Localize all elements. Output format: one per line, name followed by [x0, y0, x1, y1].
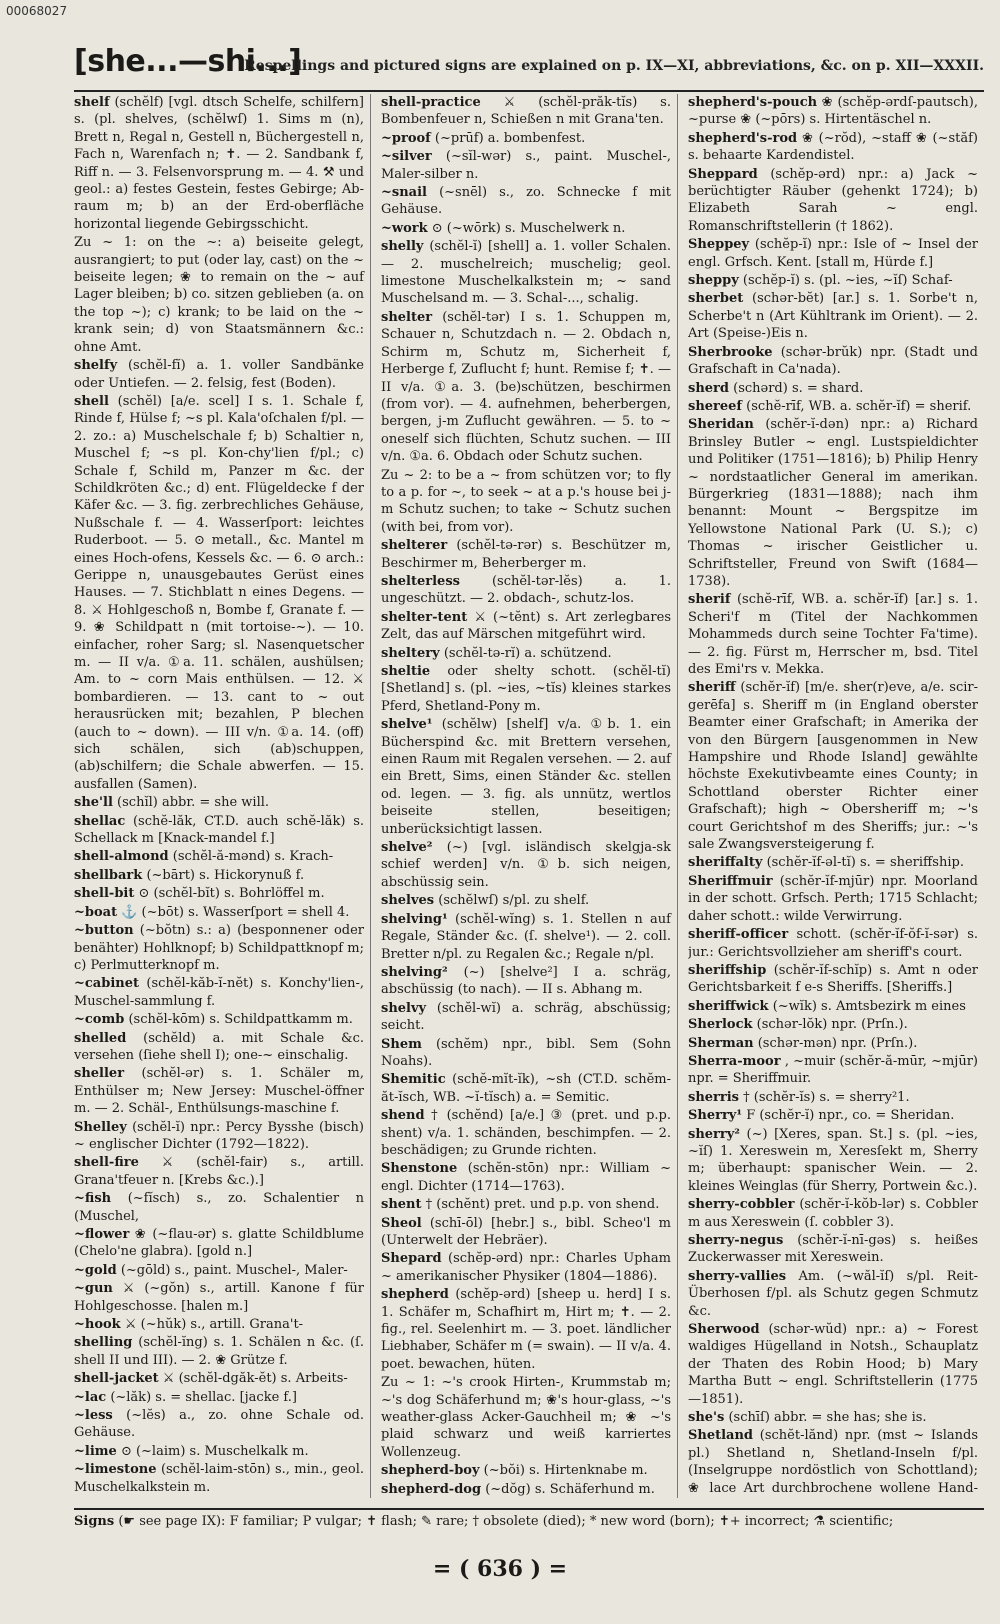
entry-headword: shelvy — [381, 1000, 427, 1016]
entry-body: ⚔ (schĕl-fair) s., artill. Grana'tfeuer n. [Krebs &c.).] — [74, 1155, 364, 1188]
entry-headword: sherris — [688, 1089, 739, 1105]
dictionary-entry — [381, 1215, 671, 1250]
entry-body: (schīſ) abbr. = she has; she is. — [728, 1410, 927, 1426]
entry-body: (~) [Xeres, span. St.] s. (pl. ~ies, ~ĭſ) 1. Xereswein m, Xeresſekt m, Sherry m; überhaupt: spanischer Wein. — 2. kleines Weinglas (für Sherry, Portwein &c.). — [688, 1126, 978, 1194]
dictionary-entry — [381, 467, 671, 537]
entry-body: (schĕl-ă-mənd) s. Krach- — [172, 849, 334, 865]
entry-headword: sheppy — [688, 273, 739, 289]
entry-body: (~lăk) s. = shellac. [jacke f.] — [110, 1389, 297, 1405]
entry-body: (schĕlw) [shelf] v/a. ①b. 1. ein Bücherspind &c. mit Brettern versehen, einen Raum mit Regalen versehen. — 2. auf ein Brett, Sims, einen Ständer &c. stellen od. legen. — 3. fig. als unnütz, wertlos beiseite stellen, beseitigen; unberücksichtigt lassen. — [381, 717, 671, 837]
entry-body: (schĕl-tər) I s. 1. Schuppen m, Schauer n, Schutzdach n. — 2. Obdach n, Schirm m, Schutz m, Sicherheit f, Herberge f, Zuflucht f; hunt. Remise f; ✝. — II v/a. ①a. 3. (be)schützen, beschirmen (from vor). — 4. aufnehmen, beherbergen, bergen, j-m Zuflucht gewähren. — 5. to ~ oneself sich flüchten, Schutz suchen. — III v/n. ①a. 6. Obdach oder Schutz suchen. — [381, 309, 671, 465]
entry-body: Zu ~ 1: on the ~: a) beiseite gelegt, ausrangiert; to put (oder lay, cast) on the ~ beiseite legen; ❀ to remain on the ~ auf Lager bleiben; b) co. sitzen geblieben (a. on the top ~); c) krank; to be laid on the ~ krank sein; d) von Staatsmännern &c.: ohne Amt. — [74, 235, 364, 355]
entry-body: ⚔ (schĕl-dgăk-ĕt) s. Arbeits- — [162, 1371, 348, 1387]
dictionary-entry — [381, 663, 671, 715]
entry-body: (schĕl-ĭ) npr.: Percy Bysshe (bisch) ~ englischer Dichter (1792—1822). — [74, 1119, 364, 1152]
dictionary-entry — [381, 130, 671, 147]
entry-body: (schĕl-ĭng) s. 1. Schälen n &c. (ſ. shell II und III). — 2. ❀ Grütze f. — [74, 1335, 364, 1368]
entry-headword: ~flower — [74, 1227, 130, 1242]
entry-headword: shent — [381, 1197, 422, 1213]
entry-headword: Sheriffmuir — [688, 873, 773, 889]
dictionary-entry — [688, 1107, 978, 1124]
dictionary-entry — [74, 1226, 364, 1261]
entry-headword: shell-jacket — [74, 1371, 159, 1387]
entry-headword: Sherwood — [688, 1322, 760, 1338]
entry-headword: shereef — [688, 398, 743, 414]
entry-body: ⚓ (~bōt) s. Wasserſport = shell 4. — [121, 904, 350, 920]
dictionary-entry — [688, 1035, 978, 1052]
entry-body: (schĕ-lăk, CT.D. auch schĕ-lăk) s. Schellack m [Knack-mandel f.] — [74, 813, 364, 847]
dictionary-entry — [381, 184, 671, 219]
header-note: Respellings and pictured signs are explained on p. IX—XI, abbreviations, &c. on p. XII—XXXII. — [244, 58, 984, 74]
entry-headword: sheriffwick — [688, 998, 769, 1014]
entry-body: (schĕt-lănd) npr. (mst ~ Islands pl.) Shetland n, Shetland-Inseln f/pl. (Inselgruppe nordöstlich von Schottland); ❀ lace Art durchbrochene wollene Hand- — [688, 1428, 978, 1496]
dictionary-entry — [688, 962, 978, 997]
entry-body: (schĕl-fĭ) a. 1. voller Sandbänke oder Untiefen. — 2. felsig, fest (Boden). — [74, 358, 364, 391]
entry-body: (schĕl-tə-rĭ) a. schützend. — [443, 645, 612, 661]
dictionary-entry — [74, 1119, 364, 1154]
entry-headword: sheller — [74, 1066, 125, 1082]
header-key: [she...—shi...] — [74, 44, 302, 79]
dictionary-entry — [74, 1262, 364, 1279]
dictionary-entry — [381, 645, 671, 662]
column-1 — [74, 94, 371, 1498]
dictionary-entry — [74, 794, 364, 811]
dictionary-entry — [74, 867, 364, 884]
entry-headword: shell — [74, 393, 109, 409]
entry-headword: Sheppard — [688, 166, 758, 182]
dictionary-entry — [381, 1071, 671, 1106]
entry-headword: shelterless — [381, 573, 460, 589]
entry-body: ❀ (~flau-ər) s. glatte Schildblume (Chelo'ne glabra). [gold n.] — [74, 1227, 364, 1260]
entry-body: (~bŏi) s. Hirtenknabe m. — [483, 1463, 648, 1479]
entry-body: (schĕn-stōn) npr.: William ~ engl. Dichter (1714—1763). — [381, 1161, 671, 1194]
dictionary-entry — [688, 290, 978, 342]
dictionary-entry — [688, 1268, 978, 1320]
dictionary-entry — [381, 1107, 671, 1159]
entry-body: oder shelty schott. (schĕl-tĭ) [Shetland] s. (pl. ~ies, ~tĭs) kleines starkes Pferd, Shetland-Pony m. — [381, 664, 671, 714]
entry-headword: sherry² — [688, 1126, 740, 1142]
entry-headword: Shetland — [688, 1428, 754, 1444]
entry-headword: Shepard — [381, 1251, 442, 1267]
entry-body: (schərd) s. = shard. — [733, 380, 864, 396]
dictionary-entry — [688, 344, 978, 379]
dictionary-entry — [688, 130, 978, 165]
entry-body: † (schĕr-ĭs) s. = sherry²1. — [743, 1089, 910, 1105]
entry-headword: Shem — [381, 1036, 422, 1052]
entry-body: , ~muir (schĕr-ă-mūr, ~mjūr) npr. = Sheriffmuir. — [688, 1053, 978, 1087]
entry-headword: shell-practice — [381, 95, 481, 110]
dictionary-entry — [74, 1280, 364, 1315]
entry-headword: sheriff — [688, 680, 736, 696]
entry-body: † (schĕnt) pret. und p.p. von shend. — [425, 1197, 660, 1213]
dictionary-entry — [74, 975, 364, 1010]
dictionary-entry — [688, 926, 978, 961]
entry-headword: sherry-negus — [688, 1233, 784, 1248]
dictionary-entry — [381, 1374, 671, 1461]
entry-headword: ~gun — [74, 1281, 113, 1297]
entry-body: (~snēl) s., zo. Schnecke f mit Gehäuse. — [381, 185, 672, 218]
entry-body: (~dŏg) s. Schäferhund m. — [485, 1481, 655, 1497]
entry-body: (schər-brŭk) npr. (Stadt und Grafschaft in Ca'nada). — [688, 344, 978, 378]
dictionary-entry — [74, 1190, 364, 1225]
entry-body: schott. (schĕr-ĭf-ŏf-ĭ-sər) s. jur.: Gerichtsvollzieher am sheriff's court. — [688, 927, 978, 960]
dictionary-entry — [381, 892, 671, 909]
entry-headword: shelfy — [74, 358, 118, 374]
dictionary-entry — [688, 679, 978, 853]
signs-text: F familiar; P vulgar; ✝ flash; ✎ rare; † obsolete (died); * new word (born); ✝+ incorrect; ⚗ scientific; — [229, 1514, 894, 1529]
entry-body: (schĕl-tə-rər) s. Beschützer m, Beschirmer m, Beherberger m. — [381, 538, 671, 571]
entry-body: (~) [shelve²] I a. schräg, abschüssig (to nach). — II s. Abhang m. — [381, 964, 671, 998]
entry-headword: shell-fire — [74, 1155, 139, 1171]
entry-headword: shell-almond — [74, 849, 169, 865]
entry-headword: sheriffship — [688, 962, 767, 978]
dictionary-entry — [688, 94, 978, 129]
entry-headword: shelter — [381, 309, 433, 325]
dictionary-entry — [688, 1321, 978, 1408]
entry-body: (schĕp-ĭ) s. (pl. ~ies, ~ĭſ) Schaf- — [742, 273, 953, 289]
entry-body: ❀ (~rŏd), ~staff ❀ (~stăf) s. behaarte Kardendistel. — [688, 130, 978, 164]
page-id: 00068027 — [6, 4, 68, 18]
entry-headword: ~fish — [74, 1191, 112, 1207]
entry-body: (schĕl-ĭ) [shell] a. 1. voller Schalen. — 2. muschelreich; muschelig; geol. limestone Muschelkalkstein m; ~ sand Muschelsand m. — 3. Schal-..., schalig. — [381, 239, 671, 307]
entry-body: (~gōld) s., paint. Muschel-, Maler- — [120, 1262, 348, 1278]
dictionary-entry — [688, 591, 978, 678]
entry-body: ⊙ (schĕl-bĭt) s. Bohrlöffel m. — [138, 886, 325, 902]
entry-headword: sheltie — [381, 664, 431, 679]
entry-body: (schĕ-rīf, WB. a. schĕr-ĭf) = sherif. — [746, 398, 972, 414]
dictionary-entry — [74, 1065, 364, 1117]
running-header — [74, 44, 984, 92]
entry-body: (~fĭsch) s., zo. Schalentier n (Muschel, — [74, 1191, 364, 1224]
entry-body: (schĕl-kōm) s. Schildpattkamm m. — [128, 1012, 353, 1028]
entry-headword: Sherry¹ — [688, 1108, 743, 1124]
entry-body: F (schĕr-ĭ) npr., co. = Sheridan. — [746, 1108, 955, 1124]
entry-headword: shelling — [74, 1335, 133, 1351]
dictionary-entry — [688, 380, 978, 397]
dictionary-entry — [688, 998, 978, 1015]
dictionary-columns — [74, 94, 984, 1498]
entry-headword: Sheridan — [688, 417, 754, 433]
entry-body: (schĕl-ər) s. 1. Schäler m, Enthülser m; New Jersey: Muschel-öffner m. — 2. Schäl-, Enthülsungs-maschine f. — [74, 1066, 364, 1117]
entry-headword: shellbark — [74, 867, 143, 883]
entry-headword: Sherman — [688, 1035, 754, 1051]
entry-headword: shellac — [74, 813, 126, 829]
dictionary-entry — [74, 1461, 364, 1496]
dictionary-entry — [74, 1407, 364, 1442]
entry-headword: shelve¹ — [381, 717, 433, 733]
entry-body: (schĕr-ĭ-dən) npr.: a) Richard Brinsley Butler ~ engl. Lustspieldichter und Politiker (1751—1816); b) Philip Henry ~ nordstaatlicher General im amerikan. Bürgerkrieg (1831—1888); nach ihm benannt: Mount ~ Bergspitze im Yellowstone National Park (U. S.); c) Thomas ~ irischer Geistlicher u. Schriftsteller, Freund von Swift (1684—1738). — [688, 417, 978, 589]
entry-body: (schĕl) [a/e. scel] I s. 1. Schale f, Rinde f, Hülse f; ~s pl. Kala'oſchalen f/pl. — 2. zo.: a) Muschelschale f; b) Schaltier n, Muschel f; ~s pl. Kon-chy'lien f/pl.; c) Schale f, Schild m, Panzer m &c. der Schildkröten &c.; d) ent. Flügeldecke f der Käfer &c. — 3. fig. zerbrechliches Gehäuse, Nußschale f. — 4. Wasserſport: leichtes Ruderboot. — 5. ⊙ metall., &c. Mantel m eines Hoch-ofens, Kessels &c. — 6. ⊙ arch.: Gerippe n, unausgebautes Gerüst eines Hauses. — 7. Stichblatt n eines Degens. — 8. ⚔ Hohlgeschoß n, Bombe f, Granate f. — 9. ❀ Schildpatt n (mit tortoise-~). — 10. einfacher, roher Sarg; sl. Nasenquetscher m. — II v/a. ①a. 11. schälen, aushülsen; Am. to ~ corn Mais enthülsen. — 12. ⚔ bombardieren. — 13. cant to ~ out herausrücken mit; bezahlen, P blechen (auch to ~ down). — III v/n. ①a. 14. (off) sich schälen, sich (ab)schuppen, (ab)schilfern; die Schale abwerfen. — 15. ausfallen (Samen). — [74, 393, 364, 792]
entry-body: (schĕp-ərd) [sheep u. herd] I s. 1. Schäfer m, Schafhirt m, Hirt m; ✝. — 2. fig., rel. Seelenhirt m. — 3. poet. ländlicher Liebhaber, Schäfer m (= swain). — II v/a. 4. poet. bewachen, hüten. — [381, 1287, 671, 1372]
entry-headword: shepherd — [381, 1287, 449, 1303]
dictionary-entry — [381, 537, 671, 572]
dictionary-entry — [688, 1196, 978, 1231]
dictionary-entry — [74, 1370, 364, 1387]
dictionary-entry — [381, 609, 671, 644]
dictionary-entry — [74, 1316, 364, 1333]
entry-body: Am. (~wăl-ĭſ) s/pl. Reit-Überhosen f/pl. als Schutz gegen Schmutz &c. — [688, 1268, 978, 1319]
entry-body: (schər-mən) npr. (Prſn.). — [757, 1035, 918, 1051]
entry-body: ⊙ (~wōrk) s. Muschelwerk n. — [431, 220, 626, 236]
entry-headword: ~hook — [74, 1317, 121, 1333]
dictionary-entry — [381, 1462, 671, 1479]
dictionary-entry — [381, 716, 671, 838]
entry-body: (schĕld) a. mit Schale &c. versehen (ſiehe shell I); one-~ einschalig. — [74, 1030, 364, 1063]
entry-body: ⚔ (~hŭk) s., artill. Grana't- — [124, 1317, 304, 1333]
dictionary-entry — [74, 1497, 364, 1498]
entry-body: (schər-bĕt) [ar.] s. 1. Sorbe't n, Scherbe't n (Art Kühltrank im Orient). — 2. Art (Speise-)Eis n. — [688, 291, 978, 342]
entry-headword: ~button — [74, 923, 134, 939]
dictionary-entry — [74, 904, 364, 921]
entry-headword: Sherbrooke — [688, 344, 773, 360]
entry-body: (schī-ōl) [hebr.] s., bibl. Scheo'l m (Unterwelt der Hebräer). — [381, 1215, 671, 1248]
dictionary-entry — [688, 1053, 978, 1088]
column-3 — [688, 94, 984, 1498]
dictionary-entry — [74, 1154, 364, 1189]
entry-body: (~) [vgl. isländisch skelgja-sk schief werden] v/n. ①b. sich neigen, abschüssig sein. — [381, 840, 671, 890]
entry-body: Zu ~ 1: ~'s crook Hirten-, Krummstab m; ~'s dog Schäferhund m; ❀'s hour-glass, ~'s weather-glass Acker-Gauchheil m; ❀ ~'s plaid schwarz und weiß karriertes Wollenzeug. — [381, 1375, 671, 1460]
dictionary-entry — [381, 1000, 671, 1035]
entry-body: ⊙ (~laim) s. Muschelkalk m. — [120, 1443, 309, 1459]
entry-body: (schĕp-ĭ) npr.: Isle of ~ Insel der engl. Grfsch. Kent. [stall m, Hürde f.] — [688, 237, 978, 270]
entry-headword: sherry-cobbler — [688, 1197, 795, 1213]
signs-legend — [74, 1508, 984, 1529]
signs-hand-icon: (☛ — [118, 1514, 140, 1529]
dictionary-entry — [688, 1427, 978, 1498]
signs-see: see page IX): — [139, 1514, 226, 1529]
dictionary-entry — [688, 1089, 978, 1106]
entry-headword: she's — [688, 1410, 725, 1426]
entry-body: (schĕp-ərd) npr.: a) Jack ~ berüchtigter Räuber (gehenkt 1724); b) Elizabeth Sarah ~ engl. Romanschriftstellerin († 1862). — [688, 166, 978, 234]
dictionary-entry — [381, 573, 671, 608]
entry-body: (~prūf) a. bombenfest. — [434, 130, 586, 146]
entry-headword: sheriff-officer — [688, 927, 789, 943]
dictionary-entry — [74, 1011, 364, 1028]
dictionary-entry — [688, 272, 978, 289]
dictionary-entry — [74, 813, 364, 848]
entry-headword: shelving¹ — [381, 911, 448, 927]
dictionary-entry — [74, 1443, 364, 1460]
dictionary-entry — [74, 885, 364, 902]
entry-headword: Shemitic — [381, 1072, 446, 1088]
entry-headword: sheltery — [381, 645, 440, 661]
entry-headword: sherif — [688, 592, 731, 608]
entry-headword: Sheol — [381, 1215, 422, 1231]
entry-body: (~bārt) s. Hickorynuß f. — [146, 867, 305, 883]
entry-body: (schĕlf) [vgl. dtsch Schelfe, schilfern] s. (pl. shelves, (schĕlwſ) 1. Sims m (n), Brett n, Regal n, Gestell n, Büchergestell n, Fach n, Warenfach n; ✝. — 2. Sandbank f, Riff n. — 3. Felsenvorsprung m. — 4. ⚒ und geol.: a) festes Gestein, festes Gebirge; Ab-raum m; b) an der Erd-oberfläche horizontal liegende Gebirgsschicht. — [74, 95, 364, 232]
entry-headword: shepherd's-rod — [688, 130, 798, 146]
entry-body: (schər-lŏk) npr. (Prſn.). — [756, 1017, 908, 1033]
dictionary-entry — [381, 1036, 671, 1071]
dictionary-entry — [688, 1016, 978, 1033]
entry-headword: sherd — [688, 380, 729, 396]
entry-headword: shell-bit — [74, 886, 135, 902]
entry-body: † (schĕnd) [a/e.] ③ (pret. und p.p. shent) v/a. 1. schänden, beschimpfen. — 2. beschädigen; zu Grunde richten. — [381, 1108, 671, 1158]
entry-body: (schĕr-ĭf-schĭp) s. Amt n oder Gerichtsbarkeit f e-s Sheriffs. [Sheriffs.] — [688, 962, 978, 996]
entry-headword: sherbet — [688, 291, 744, 307]
entry-body: (schĕl-kăb-ĭ-nĕt) s. Konchy'lien-, Muschel-sammlung f. — [74, 976, 364, 1009]
entry-body: (schĕr-ĭ-kŏb-lər) s. Cobbler m aus Xereswein (ſ. cobbler 3). — [688, 1197, 978, 1230]
entry-body: ⚔ (schĕl-prăk-tĭs) s. Bombenfeuer n, Schießen n mit Grana'ten. — [381, 95, 671, 128]
entry-headword: shepherd-dog — [381, 1481, 482, 1497]
dictionary-entry — [74, 1389, 364, 1406]
entry-body: (schĕ-rīf, WB. a. schĕr-ĭf) [ar.] s. 1. Scheri'f m (Titel der Nachkommen Mohammeds durch seine Tochter Fa'time). — 2. fig. Fürst m, Herrscher m, bsd. Titel des Emi'rs v. Mekka. — [688, 592, 979, 677]
dictionary-entry — [74, 393, 364, 793]
entry-body: (~bŏtn) s.: a) (besponnener oder benähter) Hohlknopf; b) Schildpattknopf m; c) Perlmutterknopf m. — [74, 923, 365, 973]
entry-body: (~lĕs) a., zo. ohne Schale od. Gehäuse. — [74, 1408, 364, 1441]
entry-body: ⚔ (~gŏn) s., artill. Kanone f für Hohlgeschosse. [halen m.] — [74, 1281, 364, 1314]
entry-headword: shepherd's-pouch — [688, 95, 818, 110]
entry-body: (schər-wŭd) npr.: a) ~ Forest waldiges Hügelland in Notsh., Schauplatz der Thaten des Robin Hood; b) Mary Martha Butt ~ engl. Schriftstellerin (1775—1851). — [688, 1322, 978, 1407]
dictionary-entry — [74, 94, 364, 233]
entry-headword: ~silver — [381, 149, 432, 165]
entry-body: (schĕl-wĭ) a. schräg, abschüssig; seicht. — [381, 1000, 671, 1034]
entry-headword: ~gold — [74, 1262, 117, 1278]
entry-headword: shelterer — [381, 538, 448, 554]
dictionary-entry — [381, 1286, 671, 1373]
dictionary-entry — [688, 398, 978, 415]
entry-headword: Sherlock — [688, 1017, 753, 1033]
dictionary-entry — [381, 220, 671, 237]
dictionary-entry — [381, 839, 671, 891]
dictionary-entry — [381, 1196, 671, 1213]
entry-headword: Shelley — [74, 1119, 127, 1135]
dictionary-entry — [381, 964, 671, 999]
dictionary-entry — [74, 357, 364, 392]
entry-body: Zu ~ 2: to be a ~ from schützen vor; to fly to a p. for ~, to seek ~ at a p.'s house bei j-m Schutz suchen; to take ~ Schutz suchen (with bei, from vor). — [381, 467, 671, 535]
dictionary-entry — [381, 1481, 671, 1498]
dictionary-entry — [688, 854, 978, 871]
entry-body: (schĕm) npr., bibl. Sem (Sohn Noahs). — [381, 1036, 671, 1069]
dictionary-entry — [688, 236, 978, 271]
entry-headword: shelves — [381, 893, 435, 909]
dictionary-entry — [381, 1250, 671, 1285]
entry-body: (~wĭk) s. Amtsbezirk m eines — [772, 998, 966, 1014]
dictionary-entry — [688, 873, 978, 925]
entry-headword: shend — [381, 1108, 425, 1124]
entry-body: (schĕr-ĭf-əl-tĭ) s. = sheriffship. — [766, 855, 964, 871]
entry-headword: ~comb — [74, 1012, 125, 1028]
dictionary-entry — [688, 1232, 978, 1267]
dictionary-entry — [74, 1030, 364, 1065]
entry-headword: shepherd-boy — [381, 1463, 480, 1479]
dictionary-entry — [688, 1409, 978, 1426]
entry-headword: shelly — [381, 239, 424, 255]
entry-headword: shelving² — [381, 964, 448, 980]
entry-headword: ~snail — [381, 185, 427, 201]
entry-body: (schĕ-mĭt-ĭk), ~sh (CT.D. schĕm-ăt-ĭsch, WB. ~ĭ-tĭsch) a. = Semitic. — [381, 1072, 671, 1105]
entry-headword: sheriffalty — [688, 855, 763, 871]
entry-body: (schĕl-laim-stōn) s., min., geol. Muschelkalkstein m. — [74, 1462, 364, 1495]
entry-body: ⚔ (~tĕnt) s. Art zerlegbares Zelt, das auf Märschen mitgeführt wird. — [381, 609, 671, 643]
entry-body: (schĕlwſ) s/pl. zu shelf. — [438, 893, 590, 909]
entry-headword: ~cabinet — [74, 976, 139, 992]
dictionary-entry — [74, 1334, 364, 1369]
entry-headword: shelf — [74, 95, 110, 110]
entry-headword: shelve² — [381, 840, 433, 856]
column-2 — [381, 94, 678, 1498]
entry-headword: ~less — [74, 1408, 113, 1424]
entry-body: (schĕr-ĭf-mjūr) npr. Moorland in der schott. Grfsch. Perth; 1715 Schlacht; daher schott.: wilde Verwirrung. — [688, 873, 978, 924]
entry-headword: shelter-tent — [381, 609, 468, 625]
dictionary-entry — [688, 166, 978, 236]
entry-body: (schĭl) abbr. = she will. — [117, 795, 270, 811]
dictionary-entry — [688, 416, 978, 590]
signs-label: Signs — [74, 1514, 115, 1529]
dictionary-entry — [688, 1126, 978, 1196]
entry-body: (schĕp-ərd) npr.: Charles Upham ~ amerikanischer Physiker (1804—1886). — [381, 1251, 671, 1284]
dictionary-entry — [381, 1160, 671, 1195]
dictionary-entry — [381, 309, 671, 466]
dictionary-entry — [381, 238, 671, 308]
entry-headword: ~boat — [74, 904, 118, 920]
entry-body: (schĕl-tər-lĕs) a. 1. ungeschützt. — 2. obdach-, schutz-los. — [381, 573, 671, 607]
entry-headword: ~work — [381, 220, 428, 236]
entry-headword: Sherra-moor — [688, 1053, 781, 1069]
entry-body: (~sĭl-wər) s., paint. Muschel-, Maler-silber n. — [381, 149, 671, 182]
entry-headword: ~limestone — [74, 1462, 157, 1478]
entry-body: ❀ (schĕp-ərdſ-pautsch), ~purse ❀ (~pōrs) s. Hirtentäschel n. — [688, 95, 978, 128]
entry-headword: shelled — [74, 1030, 127, 1046]
entry-headword: Shenstone — [381, 1161, 458, 1177]
entry-headword: ~lime — [74, 1443, 117, 1459]
dictionary-entry — [74, 848, 364, 865]
dictionary-entry — [381, 148, 671, 183]
entry-headword: ~lac — [74, 1389, 107, 1405]
entry-body: (schĕr-ĭf) [m/e. sher(r)eve, a/e. scir-gerēfa] s. Sheriff m (in England oberster Beamter einer Grafschaft; in Amerika der von den Bürgern [ausgenommen in New Hampshire und Rhode Island] gewählte höchste Exekutivbeamte eines County; in Schottland oberster Richter einer Grafschaft); high ~ Obersheriff m; ~'s court Gerichtshof m des Sheriffs; jur.: ~'s sale Zwangsversteigerung f. — [688, 680, 979, 853]
page-number: = ( 636 ) = — [432, 1556, 568, 1582]
entry-headword: sherry-vallies — [688, 1268, 787, 1284]
dictionary-entry — [381, 911, 671, 963]
entry-body: (schĕr-ĭ-nī-gəs) s. heißes Zuckerwasser mit Xereswein. — [688, 1233, 978, 1266]
entry-headword: ~proof — [381, 130, 431, 146]
entry-headword: she'll — [74, 795, 113, 811]
entry-body: (schĕl-wĭng) s. 1. Stellen n auf Regale, Ständer &c. (ſ. shelve¹). — 2. coll. Bretter n/pl. zu Regalen &c.; Regale n/pl. — [381, 911, 671, 962]
dictionary-entry — [381, 94, 671, 129]
dictionary-entry — [74, 922, 364, 974]
dictionary-entry — [74, 234, 364, 356]
entry-headword: Sheppey — [688, 237, 750, 253]
